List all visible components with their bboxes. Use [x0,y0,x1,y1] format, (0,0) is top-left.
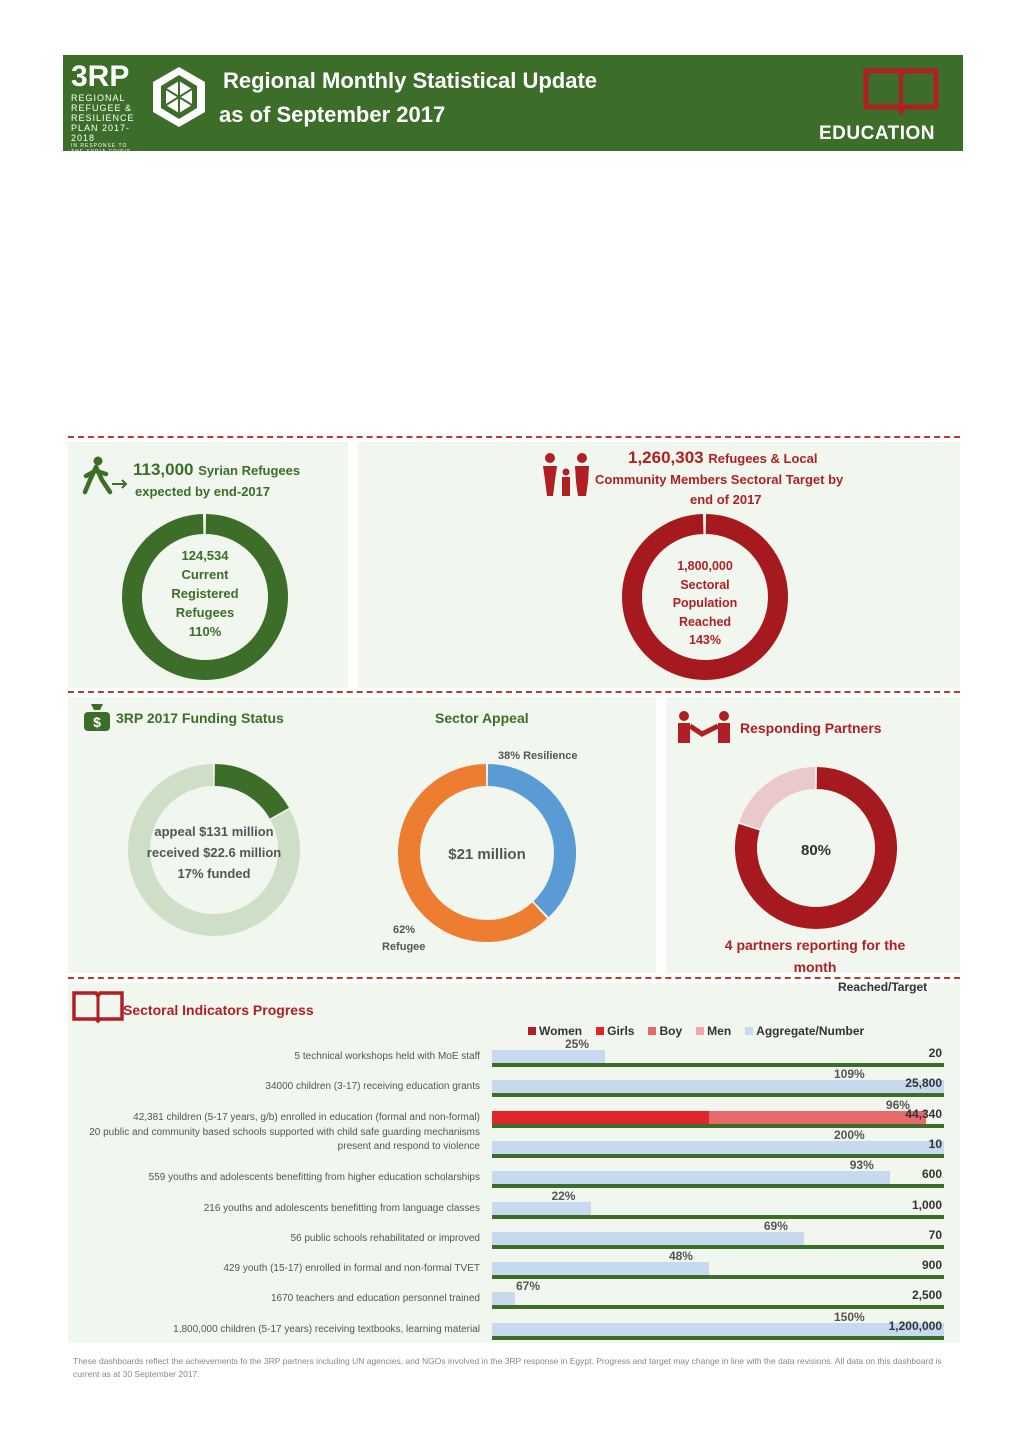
indicators-title: Sectoral Indicators Progress [123,1002,314,1018]
brand-logo [71,61,141,155]
indicator-bar [492,1111,926,1124]
partners-donut-remaining [750,778,815,826]
indicator-bar [492,1202,591,1215]
legend-swatch [696,1027,704,1035]
indicator-percent: 25% [565,1037,590,1051]
report-date: as of September 2017 [219,102,446,127]
indicator-percent: 96% [885,1097,910,1112]
indicator-bar [492,1232,804,1245]
indicator-bar [492,1292,515,1305]
indicator-percent: 69% [763,1218,788,1233]
appeal-refugee-label: Refugee [382,941,426,953]
indicator-label: 42,381 children (5-17 years, g/b) enrolled in education (formal and non-formal) [133,1111,480,1123]
donut-line: 1,800,000 [677,559,733,573]
refugees-number: 113,000 [133,460,194,479]
donut-line: appeal $131 million [154,824,274,839]
indicator-target: 1,000 [911,1197,942,1212]
community-subline: Community Members Sectoral Target by [595,472,844,487]
section-divider [68,691,960,693]
indicator-target-line [492,1154,944,1158]
footnote: These dashboards reflect the achievements fo the 3RP partners including UN agencies, and NGOs involved in the 3RP response in Egypt. Progress and target may change in line with the data revisions. All data on this dashboard is current as at 30 September 2017. [73,1356,942,1379]
indicator-target-line [492,1124,944,1128]
section-divider [68,436,960,438]
indicator-target-line [492,1275,944,1279]
donut-line: Refugees [175,605,235,620]
legend-swatch [648,1027,656,1035]
legend-item-men [696,1024,731,1038]
caption-line: month [793,959,837,975]
indicator-target: 600 [921,1167,942,1182]
community-subline-2: end of 2017 [690,492,762,507]
legend-label: Girls [607,1024,635,1038]
indicator-label: 1,800,000 children (5-17 years) receiving textbooks, learning material [173,1323,480,1335]
indicator-target-line [492,1063,944,1067]
indicator-target-line [492,1093,944,1097]
funding-donut-funded [215,775,280,813]
community-donut-label [650,557,760,650]
legend-label: Aggregate/Number [756,1024,865,1038]
community-number: 1,260,303 [628,448,704,467]
indicator-percent: 109% [834,1067,865,1082]
family-icon [540,452,592,498]
donut-line: 143% [689,633,721,647]
community-headline [628,448,817,468]
brand-name: 3RP [71,60,130,93]
indicator-label: 5 technical workshops held with MoE staff [294,1051,480,1062]
indicator-target: 25,800 [905,1076,942,1091]
refugees-donut-label [150,546,260,641]
indicator-target: 10 [928,1136,942,1151]
indicator-label: 56 public schools rehabilitated or improved [290,1232,480,1244]
donut-line: Current [181,567,229,582]
appeal-title: Sector Appeal [435,710,529,726]
legend-item-girls [596,1024,634,1038]
donut-line: Reached [678,614,732,629]
report-title: Regional Monthly Statistical Update [223,68,598,93]
indicators-legend [528,1024,864,1038]
brand-line: REGIONAL [71,93,126,103]
legend-swatch [596,1027,604,1035]
handshake-icon [676,710,732,744]
donut-line: 17% funded [177,866,251,881]
indicator-target: 1,200,000 [888,1318,942,1333]
appeal-resilience-label: 38% Resilience [498,750,578,762]
svg-text:$: $ [93,714,101,730]
book-icon [72,990,124,1022]
refugees-subline: expected by end-2017 [135,484,271,499]
indicator-bar [492,1171,890,1184]
donut-line: received $22.6 million [146,845,282,860]
legend-item-boy [648,1024,682,1038]
donut-line: Registered [171,586,239,601]
indicator-percent: 22% [551,1188,576,1203]
book-icon [863,67,939,111]
community-suffix: Refugees & Local [708,451,818,466]
partners-title: Responding Partners [740,720,882,736]
indicator-target-line [492,1336,944,1340]
legend-label: Boy [659,1024,683,1038]
legend-item-aggregate [745,1024,864,1038]
brand-tagline: IN RESPONSE TO THE SYRIA CRISIS [71,143,132,155]
appeal-total: $21 million [448,846,526,863]
legend-swatch [528,1027,536,1035]
indicator-percent: 200% [834,1127,865,1142]
indicator-target-line [492,1305,944,1309]
indicator-target: 70 [928,1227,942,1242]
refugees-suffix: Syrian Refugees [198,463,301,478]
indicator-target-line [492,1245,944,1249]
legend-swatch [745,1027,753,1035]
donut-line: 124,534 [181,548,229,563]
partners-percent: 80% [800,842,832,859]
refugees-headline [133,460,300,480]
indicator-label: 559 youths and adolescents benefitting from higher education scholarships [148,1172,480,1184]
indicator-label: 1670 teachers and education personnel trained [270,1293,480,1305]
indicator-label: 216 youths and adolescents benefitting from language classes [203,1202,480,1214]
indicator-label: 20 public and community based schools supported with child safe guarding mechanisms present and respond to violence [89,1126,480,1152]
appeal-donut-resilience [488,775,565,909]
indicator-bar [492,1050,605,1063]
funding-title: 3RP 2017 Funding Status [116,710,284,726]
indicator-target: 20 [928,1046,942,1060]
money-bag-icon [82,702,112,732]
brand-line: PLAN 2017-2018 [71,123,131,143]
funding-donut-label [124,821,304,884]
reached-target-header: Reached/Target [838,980,928,994]
donut-line: Sectoral [680,577,730,592]
brand-line: REFUGEE & [71,103,133,113]
donut-line: 110% [188,624,222,639]
caption-line: 4 partners reporting for the [724,937,906,953]
header-banner [63,55,963,155]
indicator-percent: 93% [849,1158,874,1173]
legend-label: Men [707,1024,732,1038]
indicator-target: 44,340 [905,1106,942,1121]
indicator-label: 34000 children (3-17) receiving education grants [265,1081,480,1093]
appeal-refugee-pct: 62% [393,924,416,936]
indicator-percent: 48% [668,1249,693,1264]
indicator-percent: 150% [834,1309,865,1324]
indicator-target-line [492,1215,944,1219]
walking-person-icon [82,456,128,494]
sector-name: EDUCATION [819,123,936,144]
indicator-label: 429 youth (15-17) enrolled in formal and non-formal TVET [223,1263,480,1275]
donut-line: Population [672,596,738,610]
indicator-bar [492,1262,709,1275]
partners-caption [680,934,950,978]
legend-label: Women [539,1024,583,1038]
3rp-emblem-icon [147,65,211,129]
indicator-target: 2,500 [911,1288,942,1303]
indicator-percent: 67% [516,1279,541,1294]
indicator-target: 900 [921,1258,942,1273]
legend-item-women [528,1024,582,1038]
brand-line: RESILIENCE [71,113,135,123]
